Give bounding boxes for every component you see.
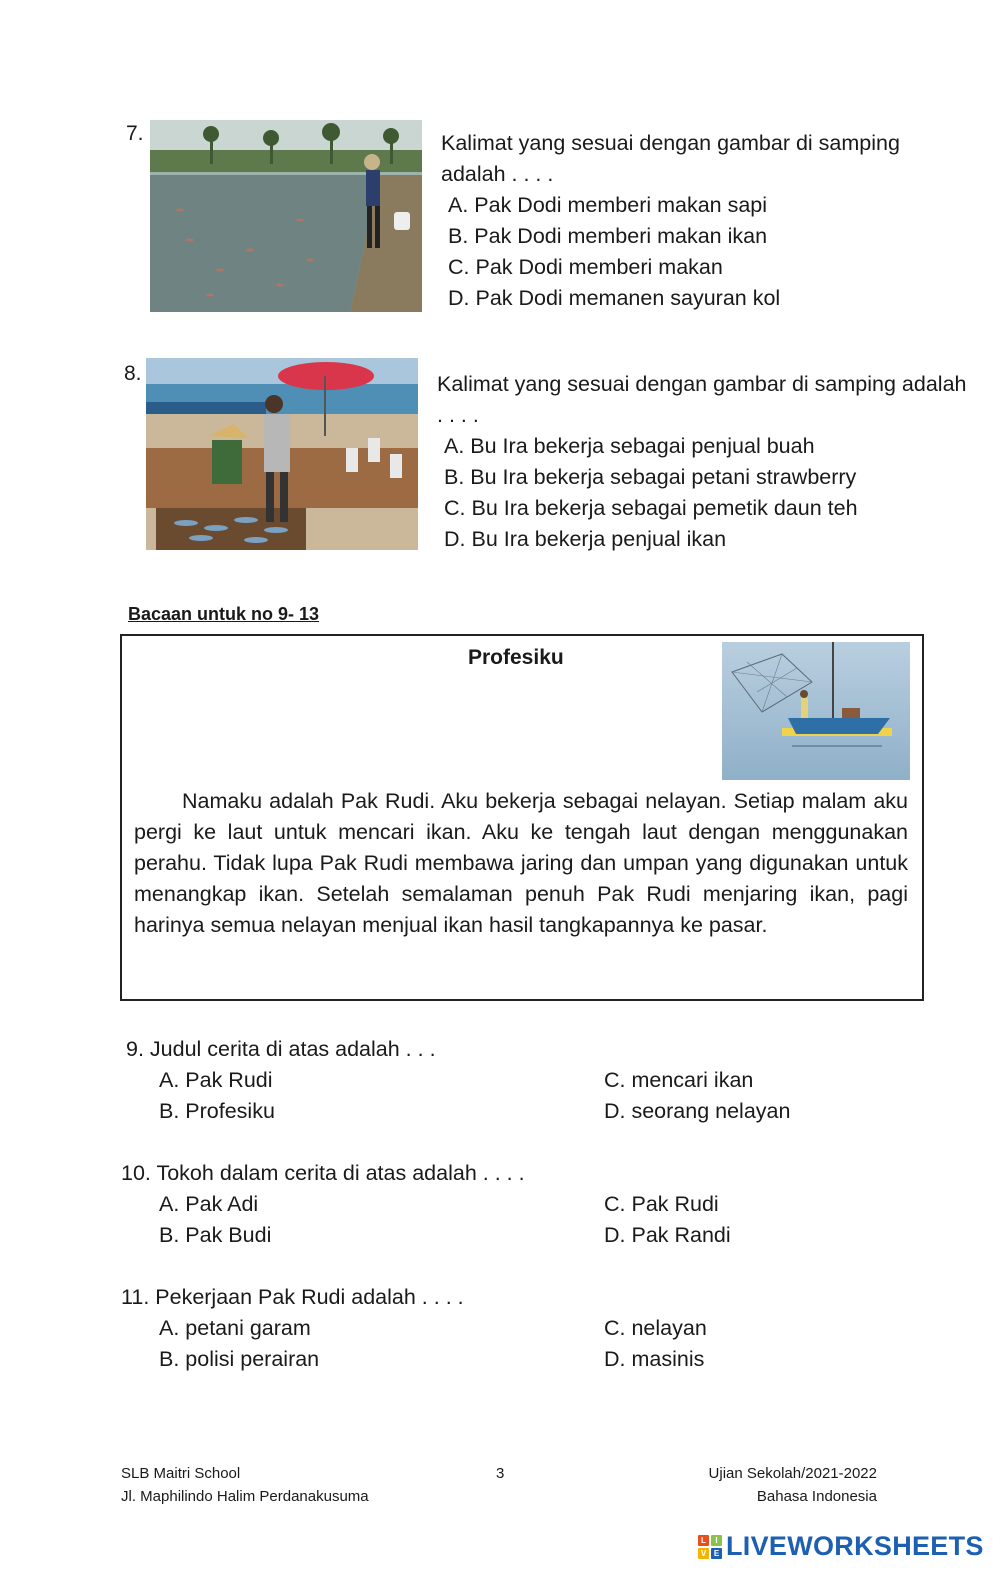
question-7-option-b[interactable]: B. Pak Dodi memberi makan ikan [448, 224, 768, 248]
footer-school: SLB Maitri School [121, 1465, 241, 1482]
question-9-option-c[interactable]: C. mencari ikan [604, 1068, 754, 1092]
liveworksheets-logo[interactable] [698, 1531, 984, 1562]
question-8-option-b[interactable]: B. Bu Ira bekerja sebagai petani strawberry [444, 465, 857, 489]
question-8-number: 8. [124, 362, 142, 385]
question-8-prompt: Kalimat yang sesuai dengan gambar di samping adalah . . . . [437, 372, 967, 427]
logo-square-e: E [711, 1548, 722, 1559]
liveworksheets-text: LIVEWORKSHEETS [726, 1531, 984, 1561]
question-7-number: 7. [126, 122, 144, 145]
question-11-option-a[interactable]: A. petani garam [159, 1316, 311, 1340]
fish-pond-photo [150, 120, 422, 312]
question-8-option-c[interactable]: C. Bu Ira bekerja sebagai pemetik daun teh [444, 496, 858, 520]
reading-title: Profesiku [468, 646, 564, 669]
reading-subheading: Bacaan untuk no 9- 13 [128, 604, 320, 624]
footer-page-number: 3 [496, 1465, 505, 1482]
question-9-option-d[interactable]: D. seorang nelayan [604, 1099, 791, 1123]
logo-square-v: V [698, 1548, 709, 1559]
question-11-option-b[interactable]: B. polisi perairan [159, 1347, 320, 1371]
question-9-option-b[interactable]: B. Profesiku [159, 1099, 275, 1123]
fish-market-photo [146, 358, 418, 550]
question-10-prompt: 10. Tokoh dalam cerita di atas adalah . . . . [121, 1161, 525, 1185]
footer-exam: Ujian Sekolah/2021-2022 [708, 1465, 877, 1482]
question-7-option-a[interactable]: A. Pak Dodi memberi makan sapi [448, 193, 768, 217]
reading-paragraph: Namaku adalah Pak Rudi. Aku bekerja sebagai nelayan. Setiap malam aku pergi ke laut untuk mencari ikan. Aku ke tengah laut dengan menggunakan perahu. Tidak lupa Pak Rudi membawa jaring dan umpan yang digunakan untuk menangkap ikan. Setelah semalaman penuh Pak Rudi menjaring ikan, pagi harinya semua nelayan menjual ikan hasil tangkapannya ke pasar. [134, 789, 908, 937]
logo-square-i: I [711, 1535, 722, 1546]
question-11-prompt: 11. Pekerjaan Pak Rudi adalah . . . . [121, 1285, 464, 1309]
question-11-option-c[interactable]: C. nelayan [604, 1316, 707, 1340]
liveworksheets-icon [698, 1535, 722, 1559]
question-7-prompt: Kalimat yang sesuai dengan gambar di samping adalah . . . . [441, 131, 900, 186]
question-11-option-d[interactable]: D. masinis [604, 1347, 705, 1371]
footer-subject: Bahasa Indonesia [756, 1488, 877, 1505]
question-10-option-c[interactable]: C. Pak Rudi [604, 1192, 719, 1216]
footer-address: Jl. Maphilindo Halim Perdanakusuma [121, 1488, 369, 1505]
question-10-option-b[interactable]: B. Pak Budi [159, 1223, 272, 1247]
question-7-option-d[interactable]: D. Pak Dodi memanen sayuran kol [448, 286, 781, 310]
question-9-prompt: 9. Judul cerita di atas adalah . . . [126, 1037, 436, 1061]
question-10-option-a[interactable]: A. Pak Adi [159, 1192, 259, 1216]
question-10-option-d[interactable]: D. Pak Randi [604, 1223, 731, 1247]
question-8-option-d[interactable]: D. Bu Ira bekerja penjual ikan [444, 527, 727, 551]
logo-square-l: L [698, 1535, 709, 1546]
fisherman-boat-photo [722, 642, 910, 780]
question-8-option-a[interactable]: A. Bu Ira bekerja sebagai penjual buah [444, 434, 815, 458]
question-9-option-a[interactable]: A. Pak Rudi [159, 1068, 273, 1092]
question-7-option-c[interactable]: C. Pak Dodi memberi makan [448, 255, 723, 279]
